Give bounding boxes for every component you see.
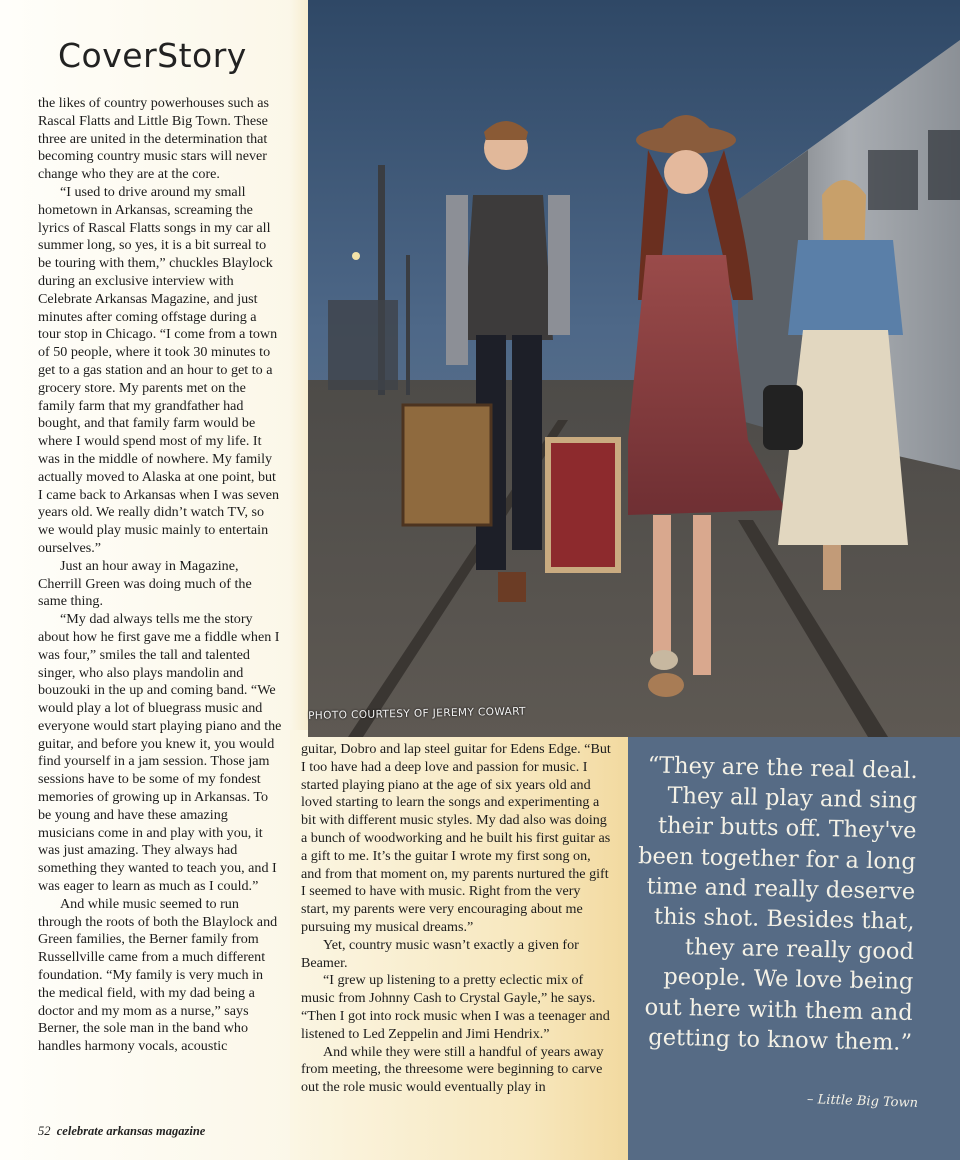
article-paragraph: Just an hour away in Magazine, Cherrill Green was doing much of the same thing. [38, 557, 252, 610]
article-paragraph: “My dad always tells me the story about how he first gave me a fiddle when I was four,” smiles the tall and talented singer, who also plays mandolin and bouzouki in the up and coming band. “We would play a lot of bluegrass music and everyone would start playing piano and the guitar, and before you knew it, you would find yourself in a jam session. Those jam sessions have to be some of my fondest memories of growing up in Arkansas. To be young and have these amazing musicians come in and play with you, it was just amazing. They always had something they wanted to teach you, and I was eager to learn as much as I could.” [38, 611, 282, 895]
article-paragraph: Yet, country music wasn’t exactly a given for Beamer. [301, 936, 579, 971]
article-paragraph: “I used to drive around my small hometown in Arkansas, screaming the lyrics of Rascal Flatts songs in my car all summer long, so yes, it is a bit surreal to be touring with them,” chuckles Blaylock during an exclusive interview with Celebrate Arkansas Magazine, and just minutes after coming offstage during a tour stop in Chicago. “I come from a town of 50 people, where it took 30 minutes to get to a gas station and an hour to get to a grocery store. My parents met on the family farm that my grandfather had bought, and that family farm would be where I would spend most of my life. It was in the middle of nowhere. My family actually moved to Alaska at one point, but I came back to Arkansas when I was seven years old. We really didn’t watch TV, so we would play music mainly to entertain ourselves.” [38, 183, 280, 556]
article-paragraph: And while music seemed to run through the roots of both the Blaylock and Green families, the Berner family from Russellville came from a much different foundation. “My family is very much in the medical field, with my dad being a doctor and my mom as a nurse,” says Berner, the sole man in the band who handles harmony vocals, acoustic [38, 895, 278, 1055]
section-title: CoverStory [58, 36, 247, 75]
article-paragraph: And while they were still a handful of years away from meeting, the threesome were beginning to carve out the role music would eventually play in [301, 1043, 604, 1096]
pull-quote-attribution: – Little Big Town [806, 1092, 919, 1111]
article-paragraph: guitar, Dobro and lap steel guitar for Edens Edge. “But I too have had a deep love and passion for music. I started playing piano at the age of six years old and loved starting to learn the songs and experimenting a bit with different music styles. My dad also was doing a bunch of woodworking and he built his first guitar as a gift to me. It’s the guitar I wrote my first song on, and from that moment on, my parents nurtured the gift I seemed to have with music. Right from the very start, my parents were very encouraging about me pursuing my musical dreams.” [301, 741, 611, 935]
article-paragraph: “I grew up listening to a pretty eclectic mix of music from Johnny Cash to Crystal Gayle,” he says. “Then I got into rock music when I was a teenager and listened to Led Zeppelin and Jimi Hendrix.” [301, 972, 610, 1042]
pull-quote: “They are the real deal. They all play and sing their butts off. They've been together for a long time and really deserve this shot. Besides that, they are really good people. We love being out here with them and getting to know them.” [637, 752, 918, 1056]
article-paragraph: the likes of country powerhouses such as Rascal Flatts and Little Big Town. These three are united in the determination that becoming country music stars will never change who they are at the core. [38, 95, 269, 183]
page-number: 52 [38, 1124, 51, 1138]
photo-credit: PHOTO COURTESY OF JEREMY COWART [308, 705, 527, 722]
publication-name: celebrate arkansas magazine [56, 1124, 206, 1138]
article-left-column [38, 95, 282, 1056]
band-on-railway-photo-icon [308, 0, 960, 737]
band-photo [308, 0, 960, 737]
page-folio [38, 1124, 205, 1139]
article-middle-column [301, 741, 611, 1097]
